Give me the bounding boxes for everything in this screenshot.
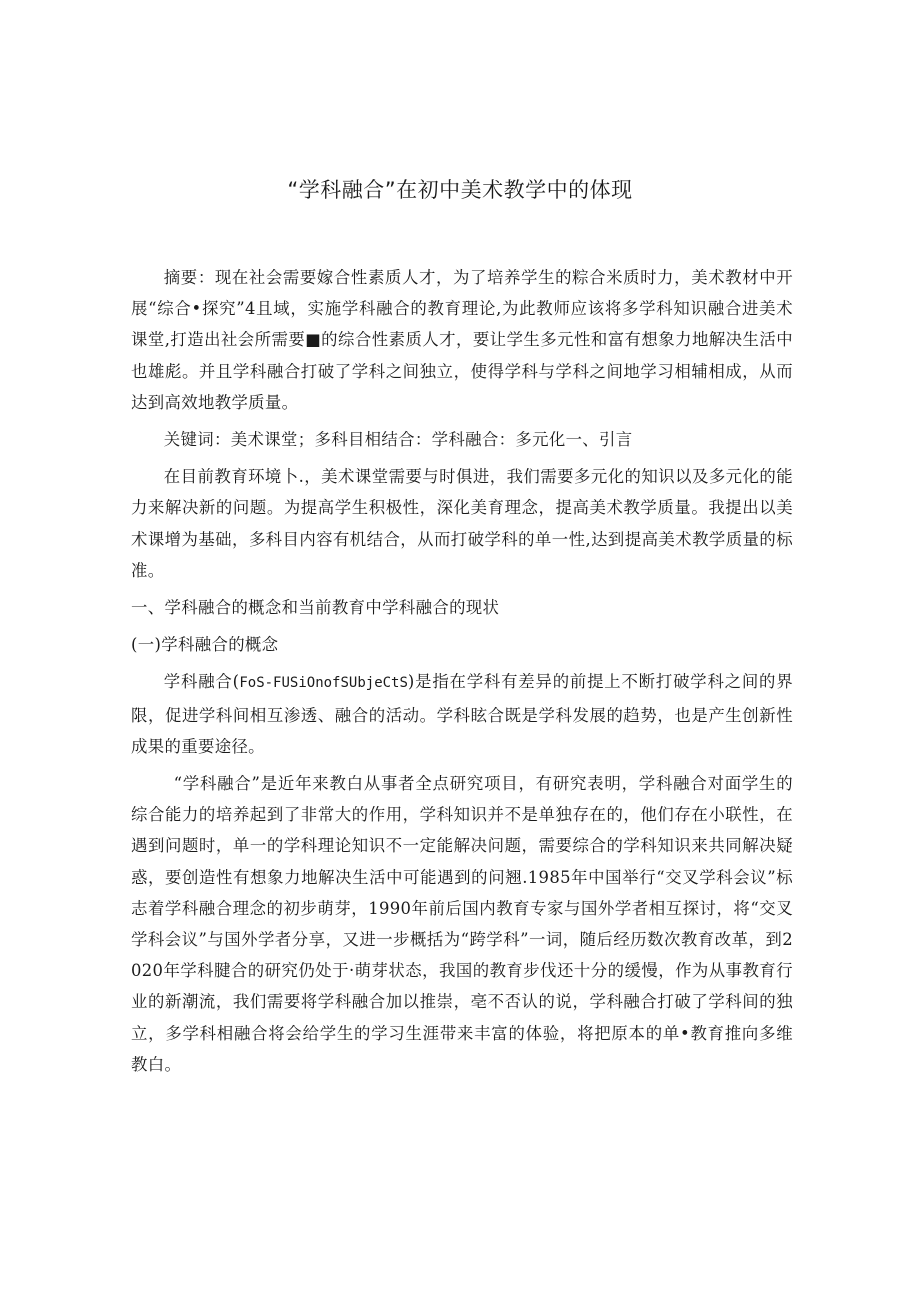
intro-paragraph: 在目前教育环境卜.，美术课堂需要与时俱进，我们需要多元化的知识以及多元化的能力来解决新的问题。为提高学生积极性，深化美育理念，提高美术教学质量。我提出以美术课增为基础，多科目内容有机结合，从而打破学科的单一性,达到提高美术教学质量的标准。	[131, 467, 793, 580]
concept-paragraph	[131, 666, 793, 762]
concept-paragraph-lead: 学科融合(	[163, 672, 240, 692]
abstract-paragraph: 摘要：现在社会需要嫁合性素质人才，为了培养学生的粽合米质时力，美术教材中开展“综合•探究”4且域，实施学科融合的教育理论,为此教师应该将多学科知识融合进美术课堂,打造出社会所需要■的综合性素质人才，要让学生多元性和富有想象力地解决生活中也雄彪。并且学科融合打破了学科之间独立，使得学科与学科之间地学习相辅相成，从而达到高效地教学质量。	[131, 268, 793, 412]
concept-paragraph-rest: )是指在学科有差异的前提上不断打破学科之间的界限，促进学科间相互渗透、融合的活动。学科眩合既是学科发展的趋势，也是产生创新性成果的重要途径。	[131, 672, 793, 756]
section-heading: 一、学科融合的概念和当前教育中学科融合的现状	[131, 598, 500, 618]
subsection-heading: (一)学科融合的概念	[131, 635, 279, 655]
document-title: “学科融合”在初中美术教学中的体现	[287, 178, 633, 202]
concept-term: FoS-FUSiOnofSUbjeCtS	[239, 675, 408, 692]
research-paragraph: “学科融合”是近年来教白从事者全点研究项目，有研究表明，学科融合对面学生的综合能力的培养起到了非常大的作用，学科知识并不是单独存在的，他们存在小联性，在遇到问题时，单一的学科理论知识不一定能解决问题，需要综合的学科知识来共同解决疑惑，要创造性有想象力地解决生活中可能遇到的问翘.1985年中国举行“交叉学科会议”标志着学科融合理念的初步萌芽，1990年前后国内教育专家与国外学者相互探讨，将“交叉学科会议”与国外学者分享，又进一步概括为“跨学科”一词，随后经历数次教育改革，到2020年学科腱合的研究仍处于·萌芽状态，我国的教育步伐还十分的缓慢，作为从事教育行业的新潮流，我们需要将学科融合加以推崇，亳不否认的说，学科融合打破了学科间的独立，多学科相融合将会给学生的学习生涯带来丰富的体验，将把原本的单•教育推向多维教白。	[131, 774, 793, 1074]
document-body	[131, 262, 793, 1086]
keywords-paragraph: 关键词：美术课堂；多科目相结合：学科融合：多元化一、引言	[163, 430, 633, 450]
